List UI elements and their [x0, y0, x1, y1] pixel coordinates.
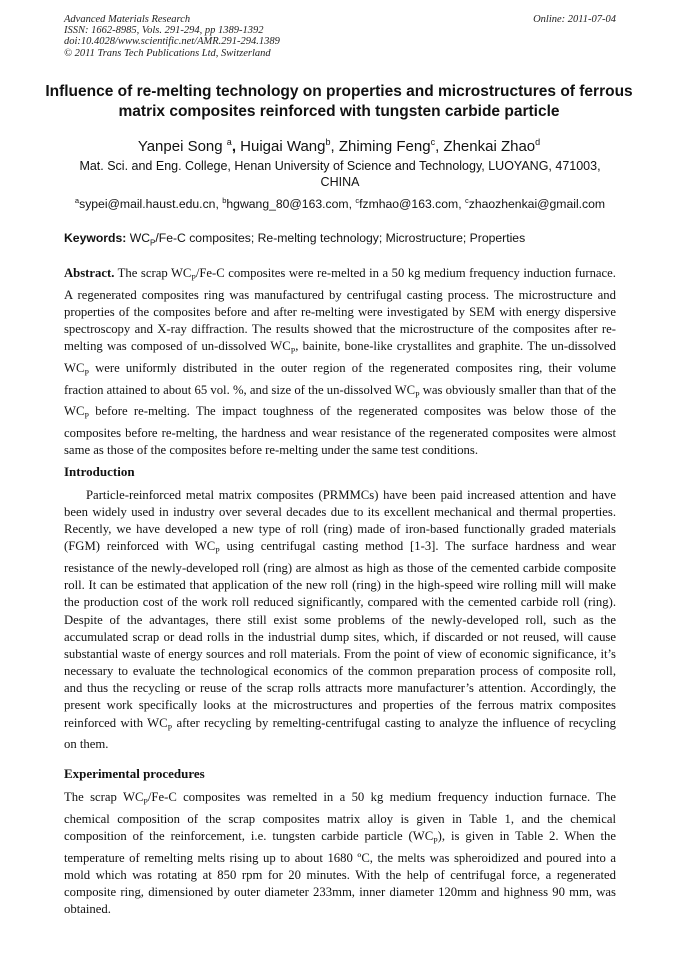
- journal-header: [64, 14, 616, 59]
- abstract-text: /Fe-C composites were re-melted in a 50 kg medium frequency induction furnace. A regenerated composites ring was manufactured by centrifugal casting process. The microstructure and properties of the composites before and after re-melting were investigated by SEM with energy dispersive spectroscopy and X-ray diffraction. The results showed that the microstructure of the composites after re-melting was composed of un-dissolved WC: [64, 266, 616, 354]
- intro-text: after recycling by remelting-centrifugal casting to analyze the influence of recycling on them.: [64, 715, 617, 752]
- subscript: P: [84, 411, 89, 421]
- keyword-wc: WC: [129, 231, 151, 245]
- exp-text: /Fe-C composites was remelted in a 50 kg medium frequency induction furnace. The chemical composition of the scrap composites matrix alloy is given in Table 1, and the chemical composition of the reinforcement, i.e. tungsten carbide particle (WC: [64, 790, 617, 843]
- author-name: Zhiming Feng: [338, 138, 431, 155]
- keywords-text: /Fe-C composites; Re-melting technology; Microstructure; Properties: [155, 231, 526, 245]
- paper-title: Influence of re-melting technology on properties and microstructures of ferrous matrix composites reinforced with tungsten carbide particle: [45, 83, 633, 120]
- author-sup: c: [430, 137, 436, 147]
- subscript: P: [167, 723, 173, 733]
- exp-text: ), is given in Table 2. When the temperature of remelting melts rising up to about 1680 ºC, the melts was spheroidized and poured into a mold which was rotating at 850 rpm for 20 minutes. With the help of centrifugal force, a regenerated composite ring, dimensioned by outer diameter 233mm, inner diameter 120mm and highness 90 mm, was obtained.: [64, 828, 616, 916]
- abstract-label: Abstract.: [64, 266, 115, 280]
- experimental-paragraph: [64, 789, 616, 918]
- abstract-text: were uniformly distributed in the outer region of the regenerated composites ring, their volume fraction attained to about 65 vol. %, and size of the un-dissolved WC: [64, 360, 616, 397]
- keywords: [64, 231, 616, 250]
- email-address[interactable]: fzmhao@163.com: [359, 197, 459, 212]
- author-emails: $^a$sypei@mail.haust.edu.cn, $^b$hgwang_80@163.com, $^c$fzmhao@163.com, $^c$zhaozhenkai@gmail.com: [74, 196, 606, 212]
- author-name: Yanpei Song: [137, 138, 223, 155]
- email-address[interactable]: hgwang_80@163.com: [226, 197, 349, 212]
- author-name: Zhenkai Zhao: [443, 138, 536, 155]
- email-address[interactable]: sypei@mail.haust.edu.cn: [79, 197, 216, 212]
- experimental-heading: Experimental procedures: [64, 766, 205, 781]
- affiliation: Mat. Sci. and Eng. College, Henan University of Science and Technology, LUOYANG, 471003, CHINA: [79, 159, 601, 189]
- email-sup: b: [222, 196, 227, 205]
- doi-line: doi:10.4028/www.scientific.net/AMR.291-294.1389: [64, 36, 280, 48]
- keyword-sub: P: [150, 238, 156, 248]
- author-sup: d: [535, 137, 541, 147]
- subscript: P: [215, 547, 220, 556]
- subscript: P: [143, 797, 148, 807]
- abstract-text: before re-melting. The impact toughness of the regenerated composites was below those of the composites before re-melting, the hardness and wear resistance of the regenerated composites were almost same as those of the composites before re-melting under the same test conditions.: [64, 404, 616, 458]
- online-date: Online: 2011-07-04: [533, 14, 616, 25]
- introduction-paragraph: [64, 487, 616, 753]
- email-sup: c: [464, 196, 469, 205]
- author-name: Huigai Wang: [240, 138, 326, 155]
- author-list: Yanpei Song $^a$, Huigai Wang$^b$, Zhiming Feng$^c$, Zhenkai Zhao$^d$: [137, 137, 541, 155]
- abstract-text: The scrap WC: [117, 266, 192, 280]
- journal-name: Advanced Materials Research: [64, 14, 191, 25]
- subscript: P: [84, 368, 89, 378]
- author-sup: a: [226, 137, 232, 147]
- intro-text: Particle-reinforced metal matrix composites (PRMMCs) have been paid increased attention and have been widely used in industry over several decades due to its excellent mechanical and thermal properties. Recently, we have developed a new type of roll (ring) made of iron-based functionally graded materials (FGM) reinforced with WC: [64, 488, 616, 554]
- email-sup: c: [355, 196, 360, 205]
- abstract-text: , bainite, bone-like crystallites and graphite. The un-dissolved WC: [64, 339, 616, 375]
- email-sup: a: [74, 196, 80, 205]
- subscript: P: [191, 273, 196, 283]
- issn-line: ISSN: 1662-8985, Vols. 291-294, pp 1389-1392: [64, 25, 264, 37]
- copyright-line: © 2011 Trans Tech Publications Ltd, Switzerland: [64, 47, 271, 59]
- subscript: P: [433, 836, 438, 846]
- introduction-heading: Introduction: [64, 464, 135, 479]
- author-sup: b: [325, 137, 331, 147]
- abstract: [64, 265, 616, 459]
- subscript: P: [415, 390, 420, 400]
- subscript: P: [290, 346, 296, 356]
- email-address[interactable]: zhaozhenkai@gmail.com: [468, 197, 606, 212]
- abstract-text: was obviously smaller than that of the WC: [64, 382, 616, 419]
- intro-text: using centrifugal casting method [1-3]. The surface hardness and wear resistance of the newly-developed roll (ring) are almost as high as those of the cemented carbide composite roll. It can be estimated that application of the new roll (ring) in the high-speed wire rolling mill will make the production cost of the work roll reduced significantly, compared with the cemented carbide roll (ring). Despite of the advantages, there still exist some problems of the newly-developed roll, such as the accumulated scrap or dead rolls in the industrial dump sites, which, if discarded or not reused, will cause substantial waste of energy sources and roll materials. From the point of view of economic significance, it’s necessary to evaluate the technological economics of the common preparation process of composite roll, and thus the recycling or reuse of the scrap rolls attracts more manufacturer’s attention. Accordingly, the present work specifically looks at the microstructures and properties of the ferrous matrix composites reinforced with WC: [64, 539, 616, 730]
- keywords-label: Keywords:: [64, 231, 127, 245]
- exp-text: The scrap WC: [64, 790, 144, 804]
